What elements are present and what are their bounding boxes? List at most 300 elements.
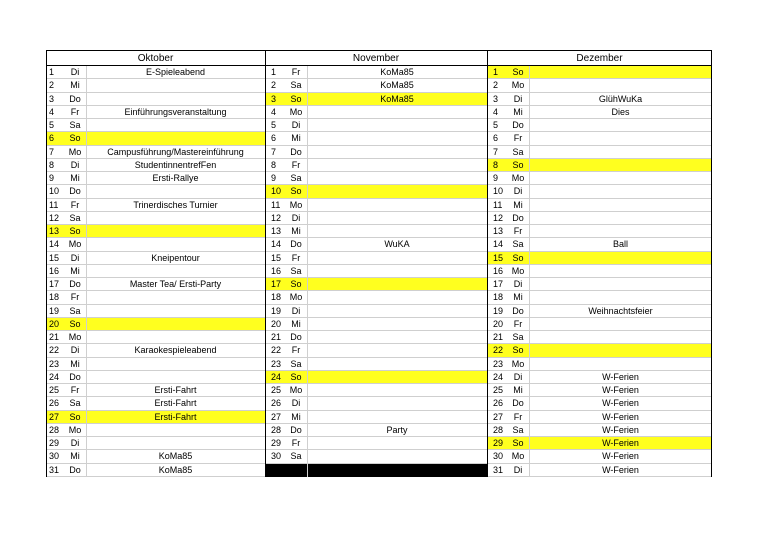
day-number: 28: [493, 424, 504, 435]
day-number: 16: [271, 265, 282, 276]
day-row: [46, 252, 265, 265]
day-row: [487, 411, 712, 424]
day-row: [487, 159, 712, 172]
weekday: Di: [70, 159, 80, 170]
day-number: 10: [271, 186, 282, 197]
weekday: Fr: [70, 106, 80, 117]
weekday: Do: [69, 464, 81, 475]
day-row: [265, 291, 487, 304]
event-label: Karaokespieleabend: [134, 345, 217, 356]
day-number: 30: [493, 451, 504, 462]
day-number: 3: [493, 93, 499, 104]
day-number: 12: [493, 212, 504, 223]
weekday: Sa: [290, 173, 302, 183]
day-number: 6: [49, 133, 55, 144]
month-border: [46, 50, 47, 477]
weekday: So: [69, 411, 81, 422]
day-row: [265, 199, 487, 212]
day-number: 19: [493, 305, 504, 316]
weekday: Do: [512, 120, 524, 130]
day-row: [265, 252, 487, 265]
day-row: [265, 358, 487, 371]
day-number: 13: [493, 226, 504, 236]
event-label: KoMa85: [380, 67, 414, 77]
day-row: [487, 252, 712, 265]
day-row: [46, 424, 265, 437]
event-label: KoMa85: [380, 93, 414, 104]
weekday: So: [69, 318, 81, 329]
day-row: [265, 411, 487, 424]
day-number: 14: [271, 239, 282, 250]
day-number: 15: [271, 252, 282, 263]
day-row: [265, 212, 487, 225]
day-number: 17: [49, 279, 60, 289]
day-row: [487, 172, 712, 185]
day-number: 19: [49, 305, 60, 316]
weekday: Mo: [511, 265, 525, 276]
day-row: [46, 225, 265, 238]
weekday: Do: [290, 424, 302, 435]
day-number: 25: [49, 385, 60, 395]
weekday: Fr: [70, 385, 80, 395]
month-header: Oktober: [46, 50, 265, 66]
day-row: [487, 238, 712, 251]
day-row: [487, 464, 712, 477]
weekday: Mo: [68, 239, 82, 250]
event-label: Einführungsveranstaltung: [124, 106, 227, 117]
day-number: 27: [49, 411, 60, 422]
day-number: 8: [493, 159, 499, 170]
day-row: [487, 119, 712, 132]
day-row: [265, 318, 487, 331]
day-number: 23: [271, 358, 282, 369]
event-label: Ersti-Fahrt: [154, 385, 197, 395]
day-number: 24: [49, 371, 60, 382]
day-number: 12: [49, 212, 60, 223]
weekday: Fr: [513, 226, 523, 236]
event-label: Weihnachtsfeier: [588, 305, 653, 316]
day-number: 15: [493, 252, 504, 263]
weekday: Di: [513, 186, 523, 197]
day-row: [46, 450, 265, 463]
day-number: 24: [271, 371, 282, 382]
day-row: [487, 437, 712, 450]
day-row: [265, 265, 487, 278]
day-row: [487, 93, 712, 106]
weekday: Mo: [68, 146, 82, 157]
day-number: 1: [493, 67, 499, 77]
event-label: KoMa85: [380, 80, 414, 91]
day-number: 4: [493, 106, 499, 117]
day-row: [265, 424, 487, 437]
weekday: So: [290, 279, 302, 289]
weekday: Sa: [512, 332, 524, 342]
day-number: 29: [271, 438, 282, 448]
day-row: [265, 159, 487, 172]
day-row: [46, 464, 265, 477]
day-number: 17: [271, 279, 282, 289]
day-row: [46, 437, 265, 450]
column-divider: [529, 66, 530, 477]
day-row: [46, 265, 265, 278]
weekday: Mo: [511, 451, 525, 462]
day-row: [46, 305, 265, 318]
day-row: [46, 172, 265, 185]
day-row: [265, 185, 487, 198]
day-row: [265, 79, 487, 92]
weekday: Mi: [291, 318, 301, 329]
event-label: Party: [386, 424, 408, 435]
day-row: [265, 66, 487, 79]
day-number: 16: [49, 265, 60, 276]
weekday: Fr: [291, 252, 301, 263]
day-row: [265, 371, 487, 384]
event-label: GlühWuKa: [598, 93, 643, 104]
day-row: [46, 106, 265, 119]
event-label: W-Ferien: [602, 371, 639, 382]
weekday: Sa: [69, 305, 81, 316]
weekday: Di: [70, 438, 80, 448]
day-row: [487, 450, 712, 463]
day-row: [46, 371, 265, 384]
weekday: Mo: [289, 106, 303, 117]
day-number: 20: [49, 318, 60, 329]
day-number: 18: [493, 292, 504, 303]
day-number: 19: [271, 305, 282, 316]
day-number: 15: [49, 252, 60, 263]
day-row: [46, 159, 265, 172]
weekday: Do: [69, 186, 81, 197]
day-number: 22: [49, 345, 60, 356]
day-number: 18: [271, 292, 282, 303]
day-row: [265, 437, 487, 450]
day-row: [265, 119, 487, 132]
day-row: [46, 212, 265, 225]
day-row: [265, 278, 487, 291]
day-number: 8: [271, 159, 277, 170]
day-number: 9: [493, 173, 499, 183]
day-row: [46, 318, 265, 331]
weekday: Mi: [70, 80, 80, 91]
weekday: Sa: [69, 212, 81, 223]
column-divider: [86, 66, 87, 477]
weekday: So: [69, 133, 81, 144]
weekday: Fr: [70, 199, 80, 210]
weekday: Fr: [291, 438, 301, 448]
day-number: 4: [49, 106, 55, 117]
month-header: November: [265, 50, 487, 66]
weekday: Mi: [70, 265, 80, 276]
day-row: [265, 172, 487, 185]
event-label: Trinerdisches Turnier: [133, 199, 218, 210]
event-label: W-Ferien: [602, 451, 639, 462]
day-number: 21: [271, 332, 282, 342]
day-number: 22: [493, 345, 504, 356]
day-row: [487, 291, 712, 304]
weekday: Sa: [512, 424, 524, 435]
day-number: 14: [493, 239, 504, 250]
day-row: [46, 185, 265, 198]
day-number: 4: [271, 106, 277, 117]
weekday: So: [512, 252, 524, 263]
weekday: Do: [512, 305, 524, 316]
day-number: 30: [271, 451, 282, 462]
weekday: Di: [513, 371, 523, 382]
weekday: Di: [513, 93, 523, 104]
day-number: 30: [49, 451, 60, 462]
weekday: Do: [290, 146, 302, 157]
day-row: [265, 93, 487, 106]
event-label: StudentinnentrefFen: [134, 159, 217, 170]
weekday: Di: [291, 120, 301, 130]
day-row: [46, 331, 265, 344]
calendar-table: [46, 50, 712, 477]
event-label: Kneipentour: [151, 252, 200, 263]
weekday: Sa: [69, 120, 81, 130]
day-number: 21: [493, 332, 504, 342]
weekday: Do: [69, 279, 81, 289]
weekday: Mi: [513, 385, 523, 395]
day-row: [487, 225, 712, 238]
day-row: [46, 411, 265, 424]
day-row: [487, 331, 712, 344]
day-number: 26: [271, 398, 282, 409]
day-number: 11: [493, 199, 503, 210]
day-row: [487, 371, 712, 384]
day-row: [265, 384, 487, 397]
day-row: [46, 146, 265, 159]
day-number: 29: [49, 438, 60, 448]
day-number: 27: [493, 411, 504, 422]
weekday: Mi: [513, 199, 523, 210]
day-row: [487, 344, 712, 357]
day-row: [487, 424, 712, 437]
day-number: 14: [49, 239, 60, 250]
day-number: 20: [493, 318, 504, 329]
day-number: 28: [271, 424, 282, 435]
day-number: 3: [49, 93, 55, 104]
month-header: Dezember: [487, 50, 712, 66]
day-number: 8: [49, 159, 55, 170]
event-label: E-Spieleabend: [145, 67, 206, 77]
day-row: [265, 146, 487, 159]
weekday: Di: [291, 398, 301, 409]
weekday: Fr: [291, 345, 301, 356]
day-row: [265, 305, 487, 318]
weekday: Mo: [289, 385, 303, 395]
day-number: 5: [271, 120, 277, 130]
day-row: [265, 344, 487, 357]
day-number: 31: [493, 464, 504, 475]
weekday: Fr: [513, 318, 523, 329]
day-row: [487, 318, 712, 331]
day-number: 13: [271, 226, 282, 236]
weekday: Mi: [513, 106, 523, 117]
weekday: Do: [69, 93, 81, 104]
day-number: 31: [49, 464, 60, 475]
day-row: [487, 132, 712, 145]
event-label: Ball: [612, 239, 628, 250]
day-row: [487, 305, 712, 318]
event-label: Ersti-Rallye: [152, 173, 199, 183]
day-number: 2: [493, 80, 499, 91]
weekday: Mi: [291, 133, 301, 144]
day-row: [265, 331, 487, 344]
day-number: 10: [49, 186, 60, 197]
month-border: [711, 50, 712, 477]
day-number: 11: [271, 199, 281, 210]
weekday: Di: [70, 252, 80, 263]
day-number: 23: [49, 358, 60, 369]
weekday: Di: [70, 67, 80, 77]
weekday: So: [512, 438, 524, 448]
event-label: Campusführung/Mastereinführung: [107, 146, 244, 157]
day-number: 16: [493, 265, 504, 276]
day-row: [265, 132, 487, 145]
weekday: Fr: [70, 292, 80, 303]
day-number: 28: [49, 424, 60, 435]
day-number: 11: [49, 199, 59, 210]
month-column-november: [265, 50, 487, 477]
event-label: Dies: [611, 106, 630, 117]
weekday: Di: [291, 212, 301, 223]
weekday: Mo: [68, 332, 82, 342]
weekday: Do: [69, 371, 81, 382]
day-number: 6: [271, 133, 277, 144]
month-column-oktober: [46, 50, 265, 477]
day-number: 13: [49, 226, 60, 236]
day-row: [265, 397, 487, 410]
day-number: 7: [49, 146, 55, 157]
event-label: W-Ferien: [602, 424, 639, 435]
day-number: 29: [493, 438, 504, 448]
event-label: KoMa85: [158, 464, 193, 475]
day-row: [487, 265, 712, 278]
weekday: Di: [70, 345, 80, 356]
day-row: [265, 106, 487, 119]
day-row: [46, 79, 265, 92]
day-row: [487, 358, 712, 371]
day-row: [46, 358, 265, 371]
weekday: Mo: [511, 358, 525, 369]
day-row: [46, 132, 265, 145]
day-row: [46, 66, 265, 79]
weekday: So: [290, 371, 302, 382]
day-row: [487, 106, 712, 119]
empty-day-row: [265, 464, 487, 477]
event-label: W-Ferien: [602, 464, 639, 475]
weekday: Do: [512, 212, 524, 223]
weekday: So: [69, 226, 81, 236]
day-row: [46, 238, 265, 251]
weekday: Mo: [68, 424, 82, 435]
day-row: [265, 450, 487, 463]
weekday: Sa: [69, 398, 81, 409]
weekday: Mo: [511, 80, 525, 91]
event-label: Ersti-Fahrt: [154, 398, 197, 409]
day-number: 21: [49, 332, 60, 342]
day-number: 5: [493, 120, 499, 130]
weekday: Fr: [513, 411, 523, 422]
day-row: [46, 119, 265, 132]
weekday: Fr: [513, 133, 523, 144]
day-row: [487, 384, 712, 397]
weekday: Sa: [512, 239, 524, 250]
event-label: W-Ferien: [602, 385, 639, 395]
day-number: 25: [271, 385, 282, 395]
day-number: 3: [271, 93, 277, 104]
weekday: Fr: [291, 159, 301, 170]
weekday: Mi: [291, 226, 301, 236]
weekday: Sa: [290, 451, 302, 462]
day-number: 25: [493, 385, 504, 395]
event-label: KoMa85: [158, 451, 193, 462]
day-row: [265, 225, 487, 238]
day-row: [46, 199, 265, 212]
day-number: 1: [271, 67, 277, 77]
day-row: [487, 79, 712, 92]
event-label: W-Ferien: [602, 398, 639, 409]
day-number: 17: [493, 279, 504, 289]
day-row: [46, 93, 265, 106]
day-number: 9: [49, 173, 55, 183]
weekday: Di: [513, 464, 523, 475]
weekday: So: [290, 93, 302, 104]
weekday: Do: [512, 398, 524, 409]
weekday: Di: [291, 305, 301, 316]
day-row: [487, 278, 712, 291]
weekday: Do: [290, 239, 302, 250]
weekday: Mo: [289, 199, 303, 210]
event-label: W-Ferien: [602, 411, 639, 422]
weekday: Mo: [511, 173, 525, 183]
month-border: [487, 50, 488, 477]
event-label: Ersti-Fahrt: [154, 411, 197, 422]
weekday: Mi: [291, 411, 301, 422]
day-number: 7: [271, 146, 277, 157]
day-number: 27: [271, 411, 282, 422]
day-row: [46, 291, 265, 304]
weekday: Di: [513, 279, 523, 289]
day-number: 2: [271, 80, 277, 91]
month-border: [265, 50, 266, 477]
weekday: So: [512, 159, 524, 170]
weekday: Mo: [289, 292, 303, 303]
day-row: [46, 278, 265, 291]
day-row: [487, 66, 712, 79]
day-number: 22: [271, 345, 282, 356]
day-number: 20: [271, 318, 282, 329]
day-number: 5: [49, 120, 55, 130]
weekday: Fr: [291, 67, 301, 77]
weekday: Mi: [70, 358, 80, 369]
day-row: [265, 238, 487, 251]
weekday: So: [512, 345, 524, 356]
day-number: 18: [49, 292, 60, 303]
day-row: [487, 185, 712, 198]
weekday: Sa: [290, 358, 302, 369]
day-number: 24: [493, 371, 504, 382]
day-number: 7: [493, 146, 499, 157]
event-label: WuKA: [384, 239, 410, 250]
column-divider: [307, 66, 308, 477]
day-number: 1: [49, 67, 55, 77]
day-row: [46, 384, 265, 397]
weekday: Sa: [512, 146, 524, 157]
day-number: 26: [49, 398, 60, 409]
day-number: 23: [493, 358, 504, 369]
day-row: [46, 344, 265, 357]
